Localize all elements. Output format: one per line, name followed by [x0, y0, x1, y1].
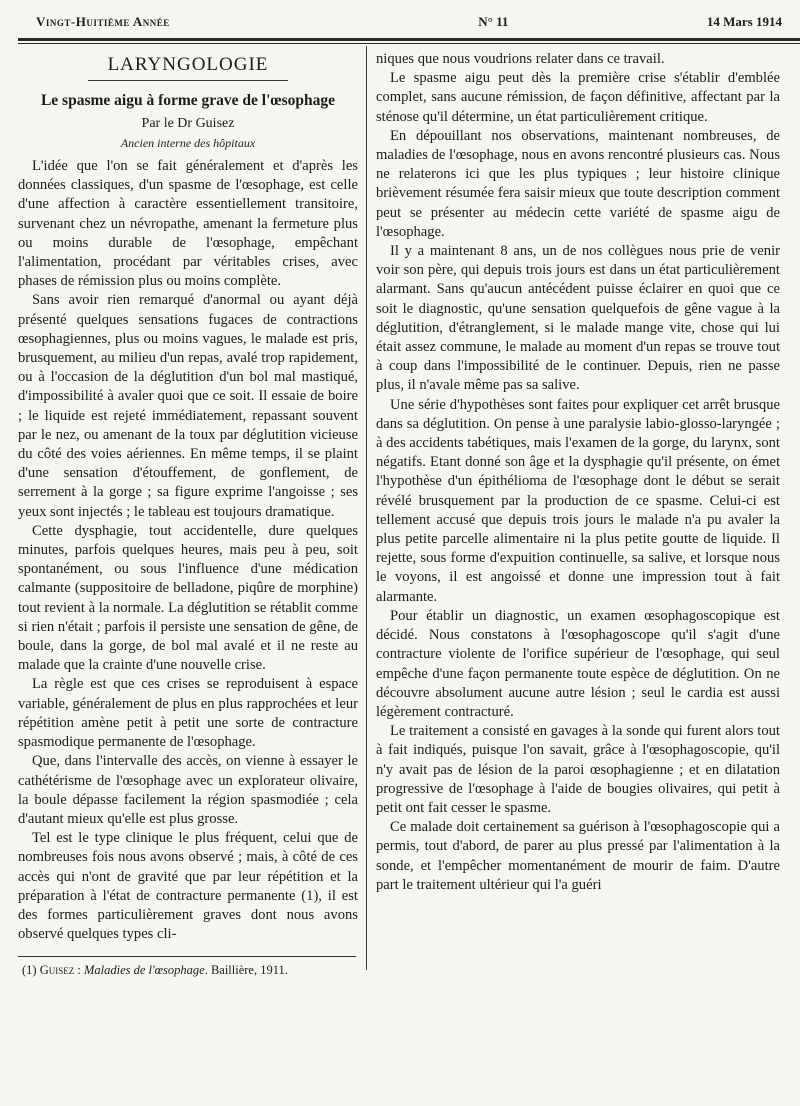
paragraph: Que, dans l'intervalle des accès, on vienne à essayer le cathétérisme de l'œsophage avec un explorateur olivaire, la boule dépasse facilement la région spasmodiée ; cela d'autant mieux qu'elle est plus grosse.	[18, 753, 358, 827]
paragraph: Sans avoir rien remarqué d'anormal ou ayant déjà présenté quelques sensations fugaces de contractions œsophagiennes, plus ou moins vagues, le malade est pris, brusquement, au milieu d'un repas, avalé trop rapidement, ou à l'occasion de la déglutition d'un bol mal mastiqué, d'impossibilité à avaler quoi que ce soit. Il essaie de boire ; le liquide est rejeté immédiatement, repassant souvent par le nez, ou amenant de la toux par déglutition vicieuse du côté des voies aériennes. En même temps, il se plaint d'une sensation d'étouffement, de gonflement, de serrement à la gorge ; sa figure exprime l'angoisse ; ses yeux sont injectés ; le tableau est toujours dramatique.	[18, 292, 358, 520]
paragraph: Il y a maintenant 8 ans, un de nos collègues nous prie de venir voir son père, qui depuis trois jours est dans un état particulièrement alarmant. Sans qu'aucun antécédent puisse éclairer en quoi que ce soit le diagnostic, qu'une sensation quelquefois de gêne vague à la déglutition, d'étranglement, si le malade mange vite, chose qui lui était assez commune, le malade au moment d'un repas se trouve tout à coup dans l'impossibilité de le continuer. Depuis, rien ne passe plus, il n'avale même pas sa salive.	[376, 243, 780, 394]
footnote-author: Guisez	[39, 963, 75, 977]
paragraph: Le spasme aigu peut dès la première crise s'établir d'emblée complet, sans aucune rémission, de façon définitive, affectant par la sténose qu'il détermine, un état particulièrement critique.	[376, 70, 780, 125]
footnote: (1) Guisez : Maladies de l'œsophage. Baillière, 1911.	[22, 963, 288, 977]
header-rule	[18, 38, 800, 41]
paragraph: En dépouillant nos observations, maintenant nombreuses, de maladies de l'œsophage, nous en avons rencontré plusieurs cas. Nous ne relaterons ici que les plus typiques ; leur histoire clinique brièvement résumée fera saisir mieux que toute description comment peut se présenter au médecin cette variété de spasme aigu de l'œsophage.	[376, 127, 780, 240]
left-column	[18, 50, 358, 944]
footnote-marker: (1)	[22, 963, 37, 977]
section-heading: LARYNGOLOGIE	[107, 54, 269, 75]
header-rule-thin	[18, 43, 800, 44]
column-divider	[366, 46, 367, 970]
footnote-publisher: Baillière, 1911.	[210, 963, 288, 977]
paragraph: Cette dysphagie, tout accidentelle, dure quelques minutes, parfois quelques heures, mais peu à peu, soit spontanément, ou sous l'influence d'une médication calmante (suppositoire de belladone, piqûre de morphine) tout revient à la normale. La déglutition se rétablit comme si rien n'était ; parfois il persiste une sensation de gêne, de boule, dans la gorge, de bol mal avalé et il ne reste au malade que la crainte d'une nouvelle crise.	[18, 522, 358, 674]
paragraph: L'idée que l'on se fait généralement et d'après les données classiques, d'un spasme de l'œsophage, est celle d'une affection à caractère essentiellement transitoire, survenant chez un névropathe, amenant la fermeture plus ou moins durable de l'œsophage, empêchant l'alimentation, procédant par véritables crises, avec phases de rémission plus ou moins complète.	[18, 158, 358, 290]
section-rule	[88, 80, 288, 81]
paragraph: Ce malade doit certainement sa guérison à l'œsophagoscopie qui a permis, tout d'abord, de parer au plus pressé par l'alimentation à la sonde, et l'empêcher momentanément de mourir de faim. D'autre part le traitement ultérieur qui l'a guéri	[376, 819, 780, 893]
issue-number: N° 11	[478, 14, 509, 29]
volume-label: Vingt-Huitième Année	[36, 14, 170, 29]
right-column	[376, 50, 780, 895]
article-title: Le spasme aigu à forme grave de l'œsophage	[40, 92, 336, 109]
footnote-rule	[18, 956, 356, 957]
running-header	[36, 14, 782, 36]
footnote-title: Maladies de l'œsophage	[83, 963, 205, 977]
paragraph-continued: niques que nous voudrions relater dans ce travail.	[376, 51, 665, 67]
paragraph: Pour établir un diagnostic, un examen œsophagoscopique est décidé. Nous constatons à l'œsophagoscope qu'il s'agit d'une contracture violente de l'orifice supérieur de l'œsophage, qui seul empêche d'une façon permanente toute espèce de déglutition. On ne découvre absolument aucune autre lésion ; seul le cardia est aussi légèrement contracturé.	[376, 607, 780, 720]
paragraph: Le traitement a consisté en gavages à la sonde qui furent alors tout à fait indiqués, puisque l'on savait, grâce à l'œsophagoscopie, qu'il n'y avait pas de lésion de la paroi œsophagienne ; et en dilatation progressive de l'œsophage à l'aide de bougies olivaires, qui petit à petit ont fait cesser le spasme.	[376, 723, 780, 816]
paragraph: La règle est que ces crises se reproduisent à espace variable, généralement de plus en plus rapprochées et leur répétition amène petit à petit une sorte de contracture spasmodique permanente de l'œsophage.	[18, 676, 358, 751]
article-byline: Par le Dr Guisez	[141, 116, 235, 131]
paragraph: Tel est le type clinique le plus fréquent, celui que de nombreuses fois nous avons observé ; mais, à côté de ces accès qui n'ont de gravité que par leur répétition et la préparation à l'état de contracture permanente (1), il est des formes particulièrement graves dont nous avons observé quelques types cli-	[18, 830, 358, 943]
issue-date: 14 Mars 1914	[706, 14, 782, 29]
author-affiliation: Ancien interne des hôpitaux	[120, 136, 256, 150]
paragraph: Une série d'hypothèses sont faites pour expliquer cet arrêt brusque dans sa déglutition. On pense à une paralysie labio-glosso-laryngée ; à des accidents tabétiques, mais l'examen de la gorge, du larynx, sont négatifs. Etant donné son âge et la dysphagie qu'il présente, on émet l'hypothèse d'un épithélioma de l'œsophage dont le début se serait révélé brusquement par la production de ce spasme. Celui-ci est tellement accusé que depuis trois jours le malade n'a pu avaler la plus petite parcelle alimentaire ni la plus petite goutte de liquide. Il rejette, sous forme d'expuition continuelle, sa salive, et lorsque nous le voyons, il est angoissé et donne une impression tout à fait alarmante.	[376, 396, 780, 605]
